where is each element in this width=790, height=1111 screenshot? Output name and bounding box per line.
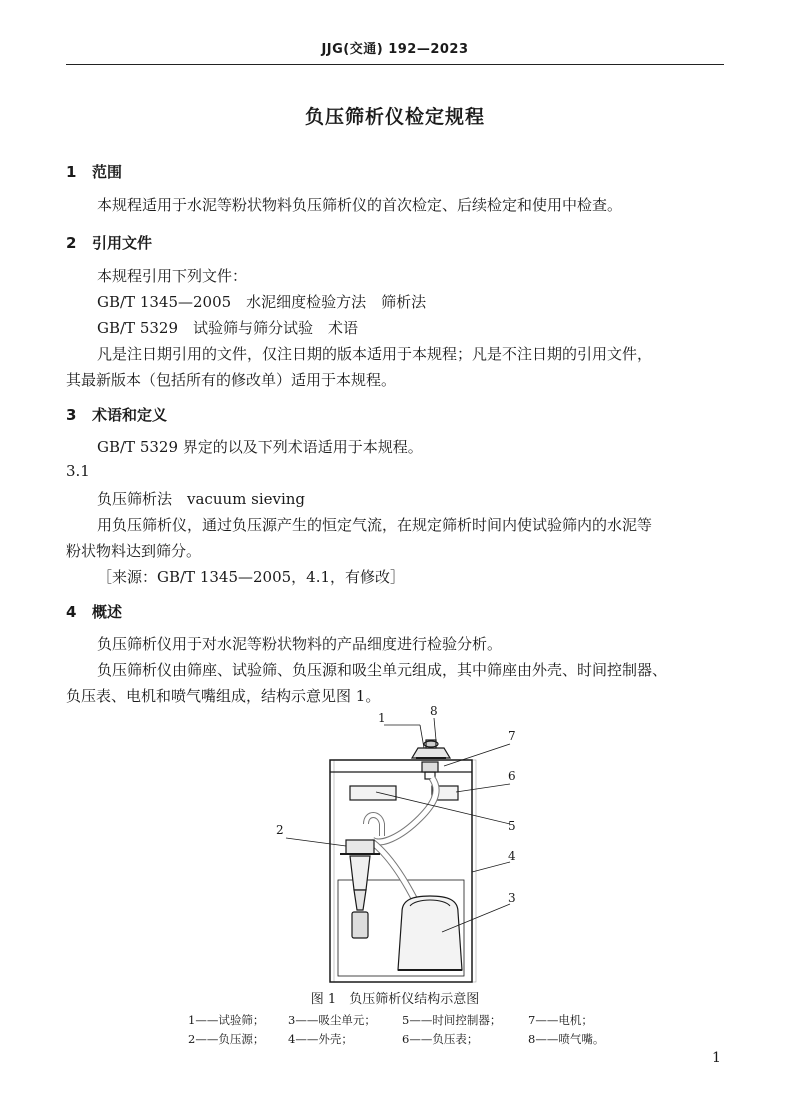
label-4: 4 <box>508 849 516 863</box>
section-1-heading <box>66 161 122 182</box>
legend-item: 3——吸尘单元； <box>288 1013 376 1027</box>
section-title: 概述 <box>92 603 123 621</box>
legend-item: 1——试验筛； <box>188 1013 265 1027</box>
legend-item: 4——外壳； <box>288 1032 353 1046</box>
overview-paragraph-line: 负压表、电机和喷气嘴组成，结构示意见图 1。 <box>66 687 381 705</box>
section-title: 术语和定义 <box>92 406 168 424</box>
label-6: 6 <box>508 769 516 783</box>
label-2: 2 <box>276 823 284 837</box>
section-title: 范围 <box>92 163 123 181</box>
term-definition-line: 用负压筛析仪，通过负压源产生的恒定气流，在规定筛析时间内使试验筛内的水泥等 <box>97 516 653 534</box>
structure-diagram <box>180 700 620 990</box>
overview-paragraph-line: 负压筛析仪由筛座、试验筛、负压源和吸尘单元组成，其中筛座由外壳、时间控制器、 <box>97 661 668 679</box>
vacuum-source <box>346 840 374 854</box>
document-title: 负压筛析仪检定规程 <box>304 106 485 128</box>
figure-caption: 图 1 负压筛析仪结构示意图 <box>310 992 480 1007</box>
scope-paragraph: 本规程适用于水泥等粉状物料负压筛析仪的首次检定、后续检定和使用中检查。 <box>97 196 623 214</box>
label-7: 7 <box>508 729 516 743</box>
legend-item: 7——电机； <box>528 1013 593 1027</box>
section-number: 4 <box>66 603 77 621</box>
section-number: 1 <box>66 163 77 181</box>
legend-row <box>188 1031 604 1047</box>
test-sieve <box>412 748 450 758</box>
term-number: 3.1 <box>66 462 90 480</box>
running-header: JJG(交通) 192—2023 <box>321 42 469 57</box>
term-source: ［来源：GB/T 1345—2005，4.1，有修改］ <box>97 568 406 586</box>
label-8: 8 <box>430 704 438 718</box>
references-intro: 本规程引用下列文件： <box>97 267 248 285</box>
section-4-heading <box>66 601 122 622</box>
label-5: 5 <box>508 819 516 833</box>
page-number: 1 <box>712 1050 721 1066</box>
legend-item: 5——时间控制器； <box>402 1013 502 1027</box>
label-1: 1 <box>378 711 386 725</box>
reference-item: GB/T 5329 试验筛与筛分试验 术语 <box>97 319 359 337</box>
term-definition-line: 粉状物料达到筛分。 <box>66 542 202 560</box>
reference-note-line: 凡是注日期引用的文件，仅注日期的版本适用于本规程；凡是不注日期的引用文件， <box>97 345 653 363</box>
section-3-heading <box>66 404 167 425</box>
terms-intro: GB/T 5329 界定的以及下列术语适用于本规程。 <box>97 438 423 456</box>
section-number: 2 <box>66 234 77 252</box>
legend-item: 6——负压表； <box>402 1032 479 1046</box>
section-2-heading <box>66 232 152 253</box>
legend-item: 2——负压源； <box>188 1032 265 1046</box>
dust-collector <box>398 896 462 970</box>
legend-item: 8——喷气嘴。 <box>528 1032 605 1046</box>
reference-note-line: 其最新版本（包括所有的修改单）适用于本规程。 <box>66 371 397 389</box>
term-name: 负压筛析法 vacuum sieving <box>97 490 306 508</box>
time-controller <box>350 786 396 800</box>
label-3: 3 <box>508 891 516 905</box>
section-number: 3 <box>66 406 77 424</box>
section-title: 引用文件 <box>92 234 153 252</box>
header-rule <box>66 64 724 65</box>
reference-item: GB/T 1345—2005 水泥细度检验方法 筛析法 <box>97 293 427 311</box>
overview-paragraph: 负压筛析仪用于对水泥等粉状物料的产品细度进行检验分析。 <box>97 635 503 653</box>
legend-row <box>188 1012 593 1028</box>
motor <box>422 762 438 772</box>
